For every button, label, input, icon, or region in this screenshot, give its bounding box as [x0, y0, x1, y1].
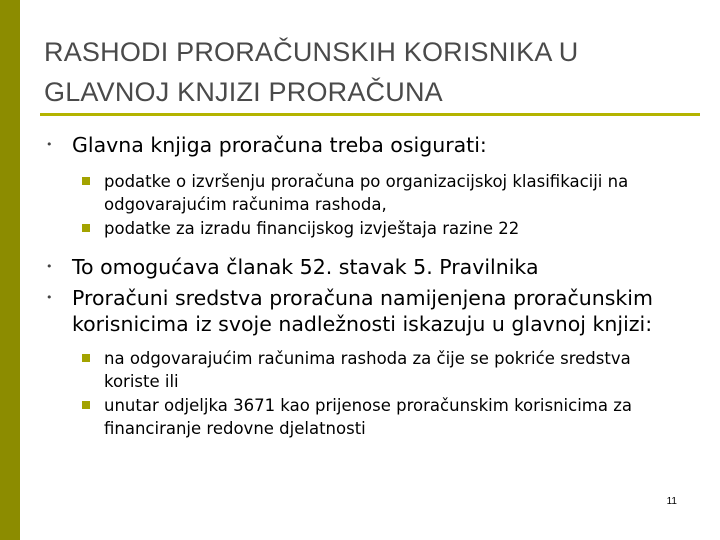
bullet-item — [46, 254, 686, 280]
square-bullet-icon — [82, 401, 90, 409]
bullet-dot-icon: • — [46, 260, 53, 273]
bullet-item — [46, 285, 686, 337]
sub-bullet-item — [46, 170, 686, 216]
sub-bullet-list — [46, 347, 686, 440]
bullet-dot-icon: • — [46, 138, 53, 151]
sub-bullet-list — [46, 170, 686, 240]
slide-content — [46, 132, 686, 441]
bullet-text: Proračuni sredstva proračuna namijenjena proračunskim korisnicima iz svoje nadležnosti iskazuju u glavnoj knjizi: — [72, 286, 653, 336]
sub-bullet-item — [46, 394, 686, 440]
bullet-text: Glavna knjiga proračuna treba osigurati: — [72, 133, 487, 157]
slide-title: RASHODI PRORAČUNSKIH KORISNIKA U GLAVNOJ KNJIZI PRORAČUNA — [44, 37, 579, 107]
title-underline — [40, 113, 700, 116]
sub-bullet-item — [46, 347, 686, 393]
square-bullet-icon — [82, 354, 90, 362]
bullet-text: To omogućava članak 52. stavak 5. Pravilnika — [72, 255, 539, 279]
bullet-item — [46, 132, 686, 158]
page-number: 11 — [666, 496, 677, 507]
square-bullet-icon — [82, 177, 90, 185]
left-accent-bar — [0, 0, 20, 540]
sub-bullet-text: na odgovarajućim računima rashoda za čije se pokriće sredstva koriste ili — [104, 349, 631, 391]
square-bullet-icon — [82, 224, 90, 232]
bullet-dot-icon: • — [46, 291, 53, 304]
sub-bullet-text: unutar odjeljka 3671 kao prijenose proračunskim korisnicima za financiranje redovne djelatnosti — [104, 396, 632, 438]
sub-bullet-text: podatke o izvršenju proračuna po organizacijskoj klasifikaciji na odgovarajućim računima rashoda, — [104, 172, 629, 214]
sub-bullet-text: podatke za izradu financijskog izvještaja razine 22 — [104, 219, 520, 238]
sub-bullet-item — [46, 217, 686, 240]
